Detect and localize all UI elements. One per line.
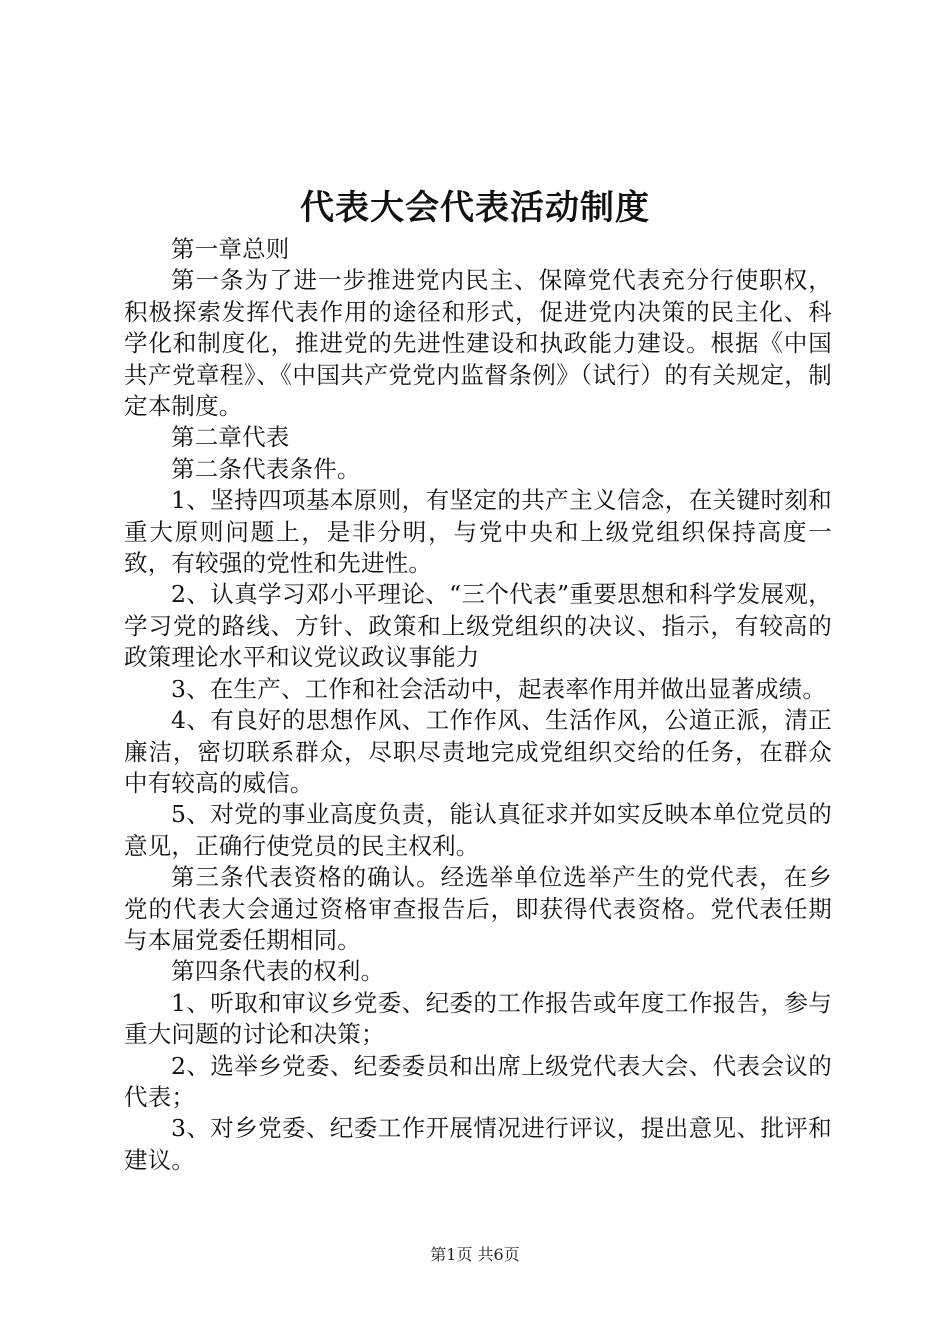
- document-body: [124, 234, 832, 1176]
- article-paragraph: 第四条代表的权利。: [171, 957, 385, 986]
- list-item: 4、有良好的思想作风、工作作风、生活作风，公道正派，清正廉洁，密切联系群众，尽职尽责地完成党组织交给的任务，在群众中有较高的威信。: [124, 706, 832, 797]
- article-paragraph: 第二条代表条件。: [171, 454, 361, 483]
- list-item: 1、听取和审议乡党委、纪委的工作报告或年度工作报告，参与重大问题的讨论和决策；: [124, 988, 832, 1049]
- article-paragraph: 第一条为了进一步推进党内民主、保障党代表充分行使职权，积极探索发挥代表作用的途径和形式，促进党内决策的民主化、科学化和制度化，推进党的先进性建设和执政能力建设。根据《中国共产党章程》、《中国共产党党内监督条例》（试行）的有关规定，制定本制度。: [124, 266, 832, 421]
- list-item: 2、认真学习邓小平理论、“三个代表”重要思想和科学发展观，学习党的路线、方针、政策和上级党组织的决议、指示，有较高的政策理论水平和议党议政议事能力: [124, 580, 832, 672]
- chapter-heading: 第二章代表: [171, 423, 290, 452]
- list-item: 3、对乡党委、纪委工作开展情况进行评议，提出意见、批评和建议。: [124, 1114, 832, 1174]
- article-paragraph: 第三条代表资格的确认。经选举单位选举产生的党代表，在乡党的代表大会通过资格审查报告后，即获得代表资格。党代表任期与本届党委任期相同。: [124, 863, 832, 954]
- list-item: 3、在生产、工作和社会活动中，起表率作用并做出显著成绩。: [171, 674, 827, 703]
- list-item: 5、对党的事业高度负责，能认真征求并如实反映本单位党员的意见，正确行使党员的民主权利。: [124, 800, 832, 860]
- page-number-footer: 第1页 共6页: [430, 1245, 520, 1264]
- list-item: 2、选举乡党委、纪委委员和出席上级党代表大会、代表会议的代表；: [124, 1051, 832, 1111]
- chapter-heading: 第一章总则: [171, 235, 290, 263]
- document-title: 代表大会代表活动制度: [300, 188, 650, 228]
- list-item: 1、坚持四项基本原则，有坚定的共产主义信念，在关键时刻和重大原则问题上，是非分明，与党中央和上级党组织保持高度一致，有较强的党性和先进性。: [124, 486, 832, 578]
